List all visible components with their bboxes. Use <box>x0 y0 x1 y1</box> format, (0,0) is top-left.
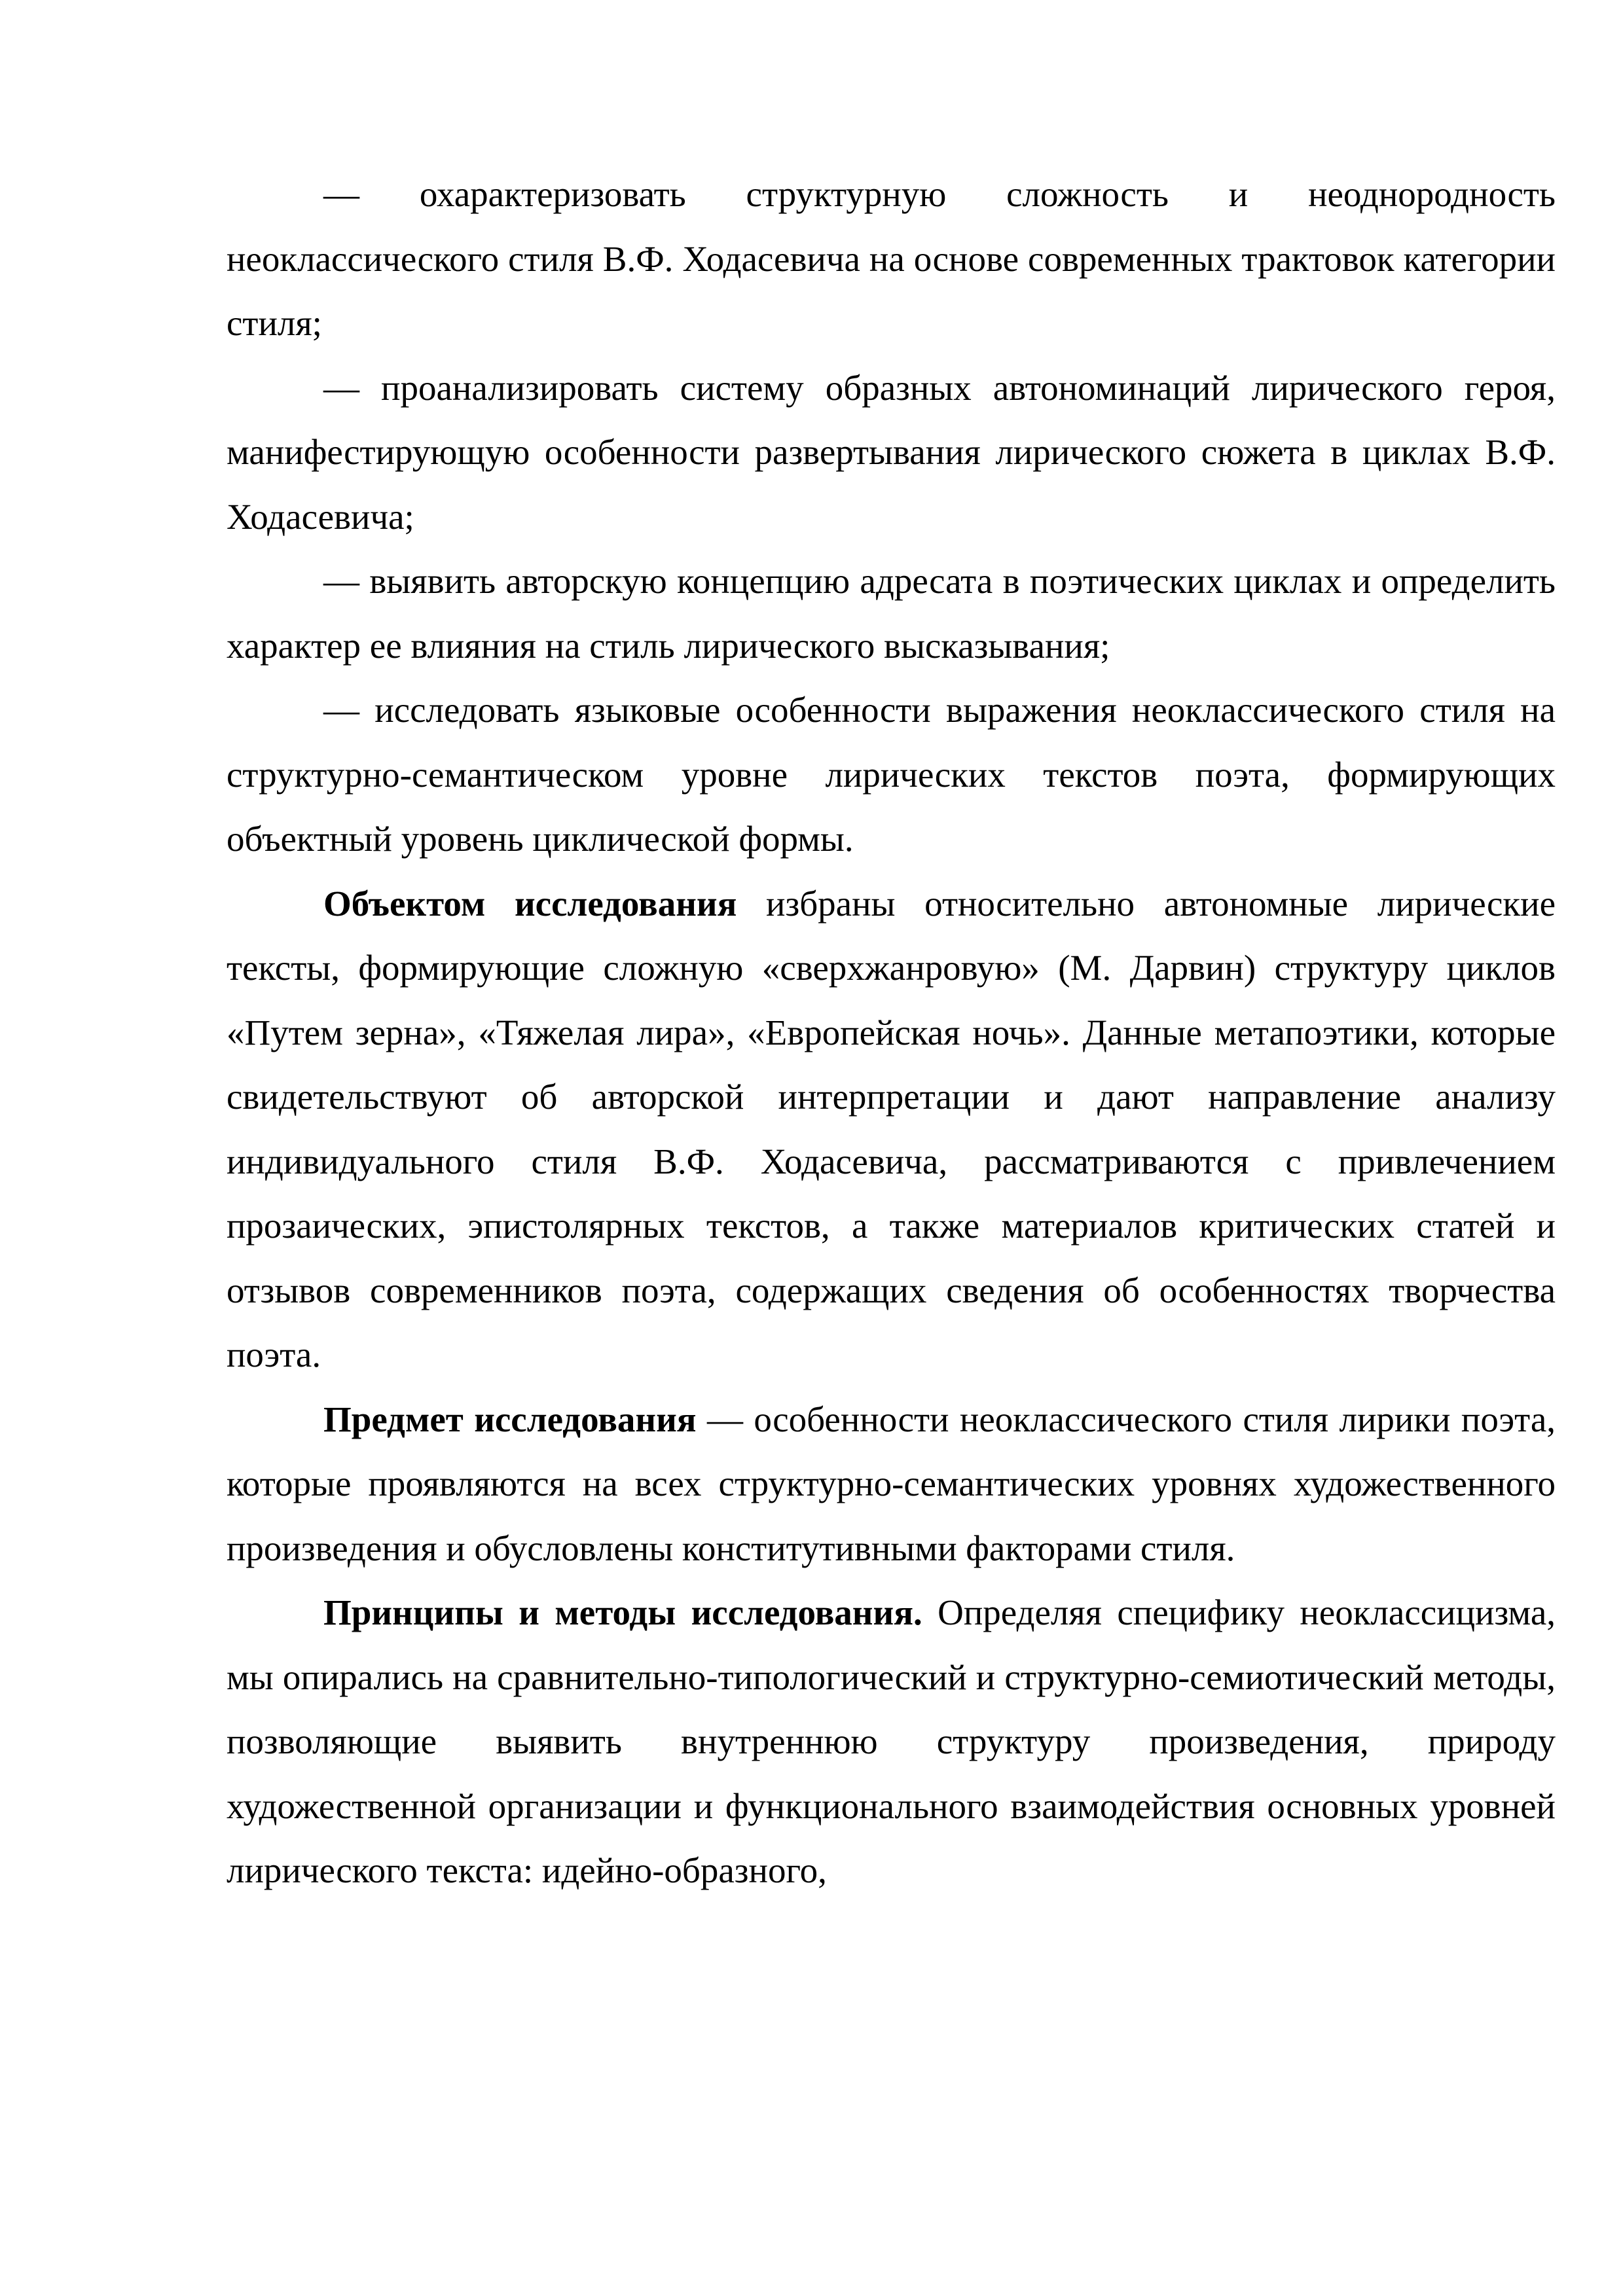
subject-text: — особенности неоклассического стиля лирики поэта, которые проявляются на всех структурно-семантических уровнях художественного произведения и обусловлены конститутивными факторами стиля. <box>227 1399 1556 1568</box>
subject-paragraph <box>227 1388 1556 1581</box>
methods-paragraph <box>227 1581 1556 1903</box>
task-item-1: — охарактеризовать структурную сложность и неоднородность неоклассического стиля В.Ф. Ходасевича на основе современных трактовок категории стиля; <box>227 174 1556 343</box>
task-item-3: — выявить авторскую концепцию адресата в поэтических циклах и определить характер ее влияния на стиль лирического высказывания; <box>227 561 1556 666</box>
methods-text: Определяя специфику неоклассицизма, мы опирались на сравнительно-типологический и структурно-семиотический методы, позволяющие выявить внутреннюю структуру произведения, природу художественной организации и функционального взаимодействия основных уровней лирического текста: идейно-образного, <box>227 1592 1556 1890</box>
object-heading: Объектом исследования <box>323 883 737 924</box>
subject-heading: Предмет исследования <box>323 1399 697 1439</box>
object-text: избраны относительно автономные лирические тексты, формирующие сложную «сверхжанровую» (М. Дарвин) структуру циклов «Путем зерна», «Тяжелая лира», «Европейская ночь». Данные метапоэтики, которые свидетельствуют об авторской интерпретации и дают направление анализу индивидуального стиля В.Ф. Ходасевича, рассматриваются с привлечением прозаических, эпистолярных текстов, а также материалов критических статей и отзывов современников поэта, содержащих сведения об особенностях творчества поэта. <box>227 883 1556 1374</box>
task-item-4: — исследовать языковые особенности выражения неоклассического стиля на структурно-семантическом уровне лирических текстов поэта, формирующих объектный уровень циклической формы. <box>227 690 1556 859</box>
body-text <box>227 162 1556 1903</box>
methods-heading: Принципы и методы исследования. <box>323 1592 922 1632</box>
object-paragraph <box>227 872 1556 1388</box>
task-item-2: — проанализировать систему образных автономинаций лирического героя, манифестирующую особенности развертывания лирического сюжета в циклах В.Ф. Ходасевича; <box>227 367 1556 537</box>
